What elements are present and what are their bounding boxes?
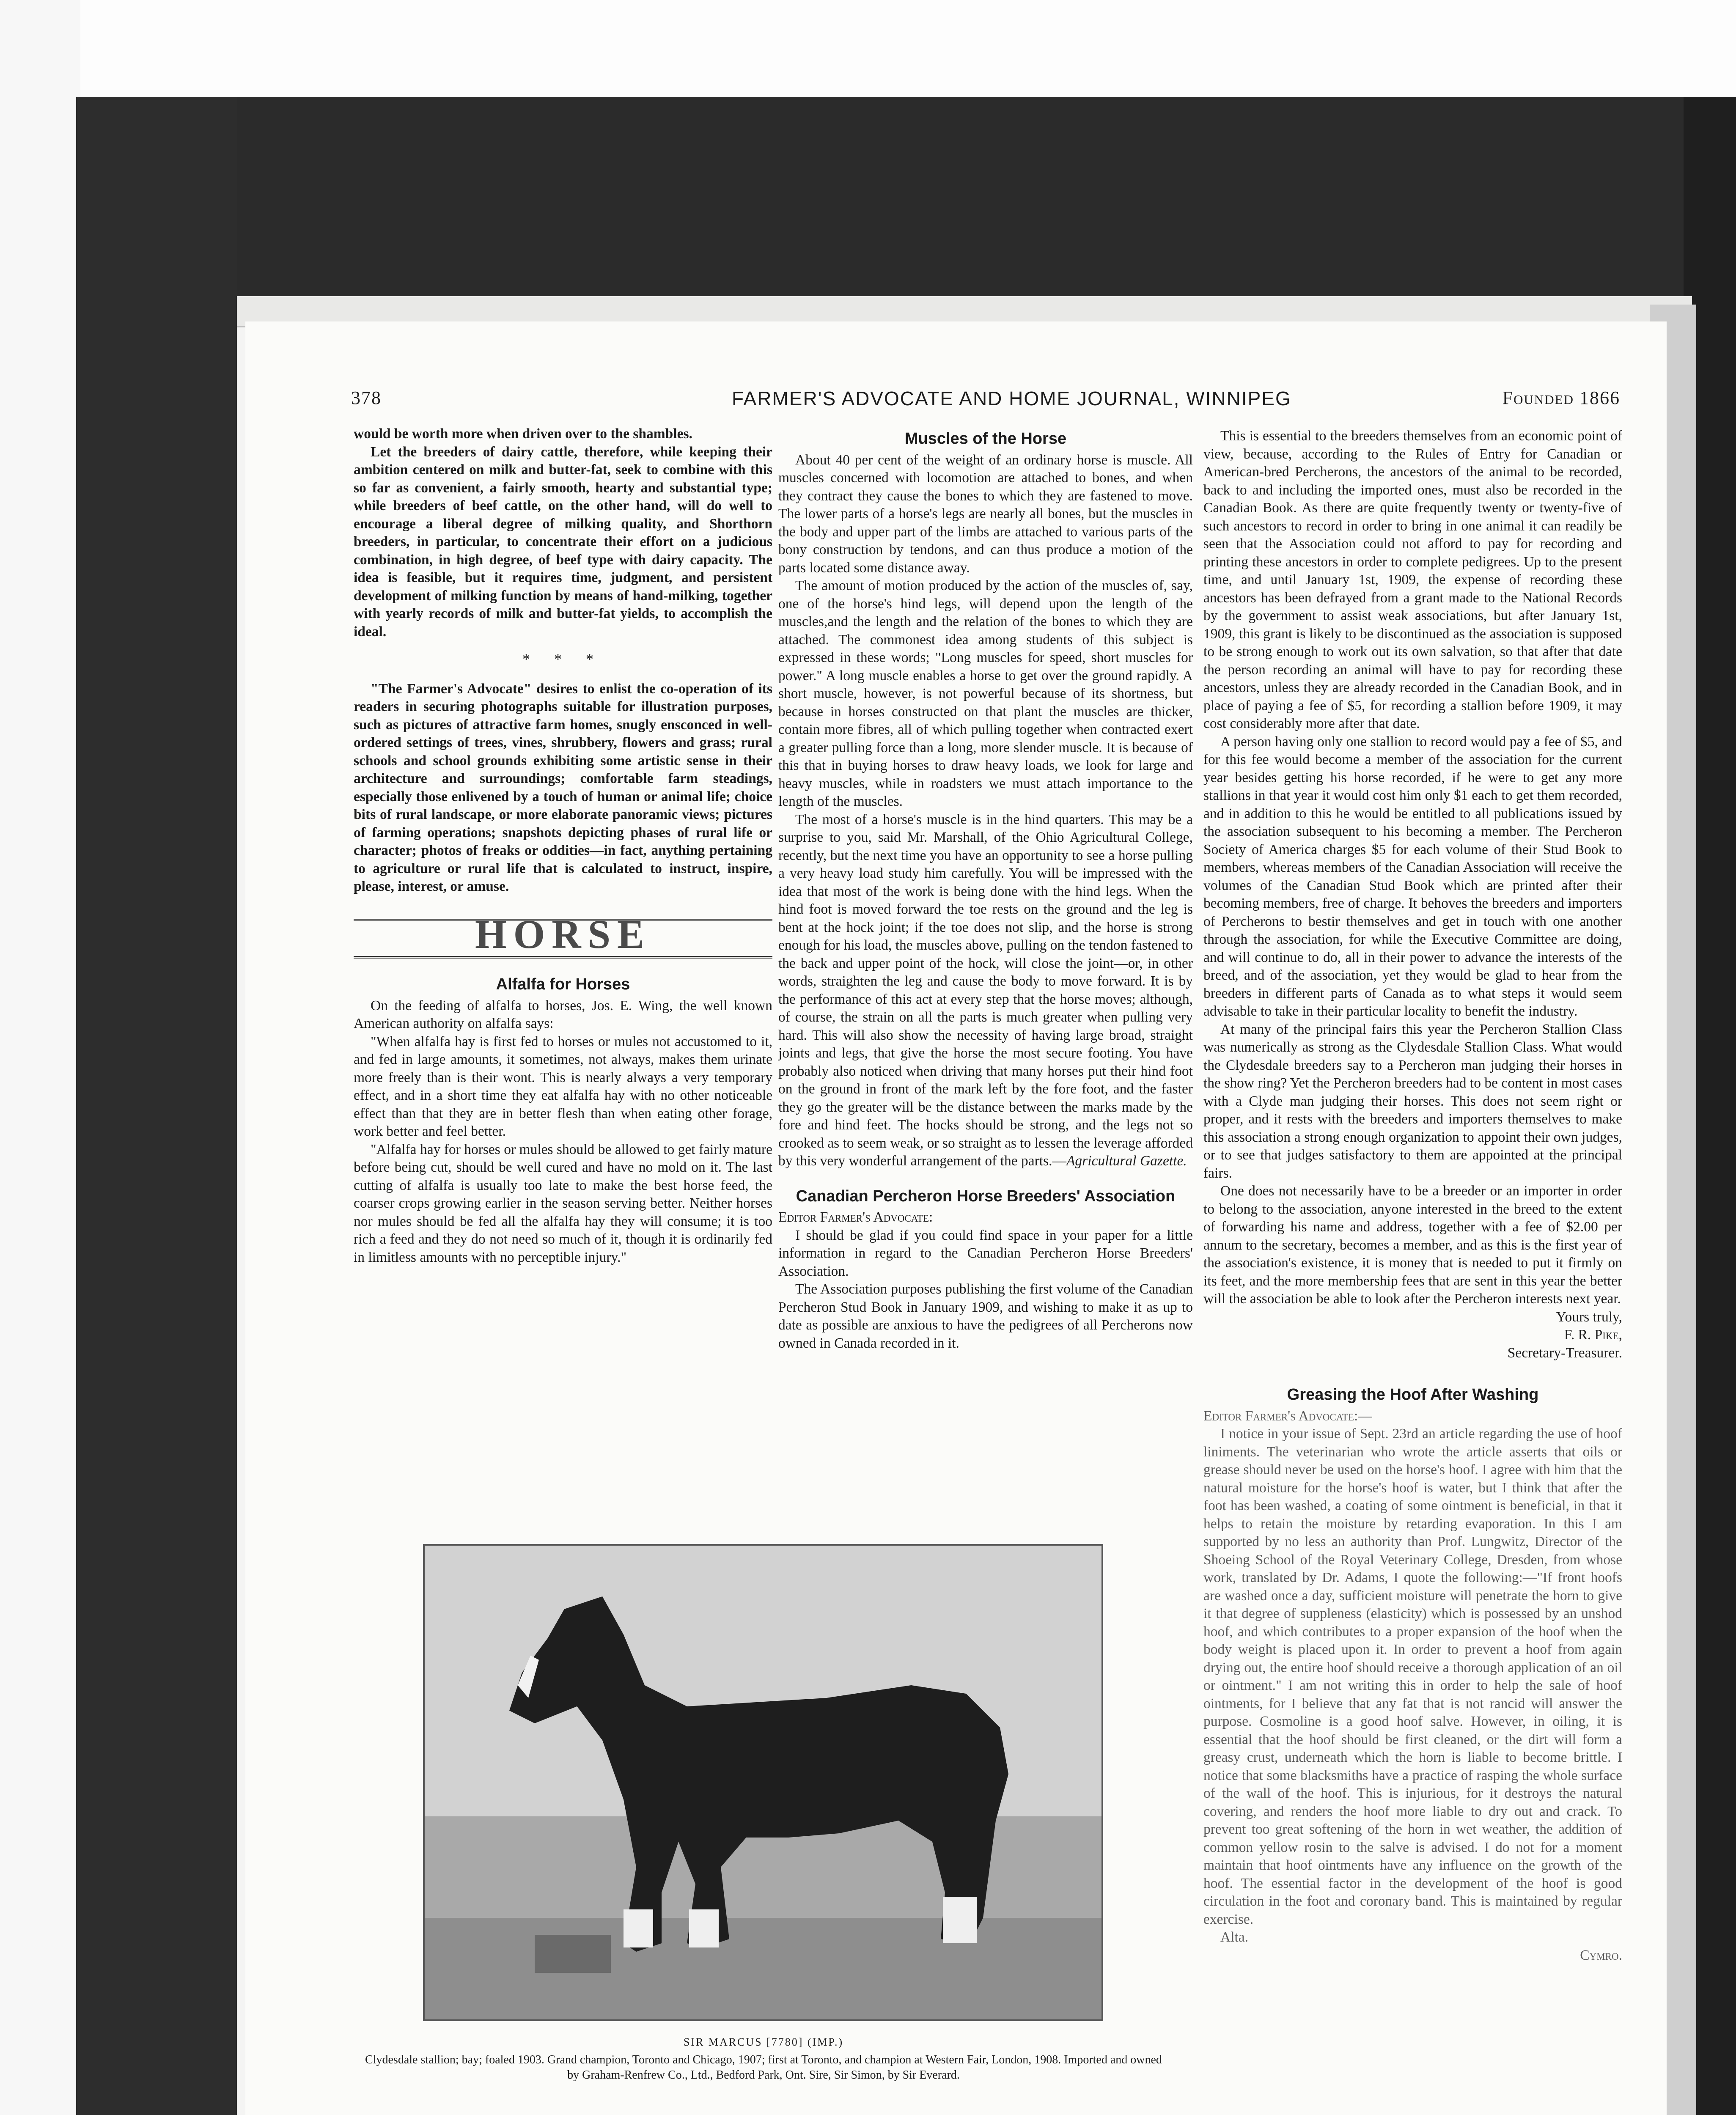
horse-illustration	[425, 1546, 1101, 2019]
editor-salutation: Editor Farmer's Advocate:	[778, 1209, 933, 1225]
film-top-margin	[0, 0, 1736, 97]
journal-title: FARMER'S ADVOCATE AND HOME JOURNAL, WINNIPEG	[732, 387, 1291, 409]
column-right	[1203, 427, 1622, 1964]
signer-name: F. R. Pike,	[1564, 1327, 1622, 1343]
letter-place: Alta.	[1220, 1929, 1249, 1945]
paragraph: The amount of motion produced by the action of the muscles of, say, one of the horse's hind legs, will depend upon the length of the muscles,and the length and the relation of the bones to which they are attached. The commonest idea among students of this subject is expressed in these words; "Long muscles for speed, short muscles for power." A long muscle enables a horse to get over the ground rapidly. A short muscle, however, is not powerful because of its shortness, but because in horses constructed on that plant the muscles are thicker, contain more fibres, all of which pulling together when contracted exert a greater pulling force than a long, more slender muscle. It is because of this that in buying horses to draw heavy loads, we look for large and heavy muscles, while in roadsters we must attach importance to the length of the muscles.	[778, 578, 1193, 809]
article-title: Canadian Percheron Horse Breeders' Association	[796, 1187, 1176, 1205]
paragraph: Let the breeders of dairy cattle, therefore, while keeping their ambition centered on milk and butter-fat, seek to combine with this so far as convenient, a fairly smooth, hearty and substantial type; while breeders of beef cattle, on the other hand, will do well to encourage a liberal degree of milking quality, and Shorthorn breeders, in particular, to concentrate their effort on a judicious combination, in high degree, of beef type with dairy capacity. The idea is feasible, but it requires time, judgment, and persistent development of milking function by means of hand-milking, together with yearly records of milk and butter-fat yields, to accomplish the ideal.	[354, 444, 772, 640]
photo-caption	[364, 2035, 1163, 2083]
article-title: Muscles of the Horse	[904, 430, 1067, 448]
faded-article	[1203, 1407, 1622, 1965]
page-number: 378	[351, 387, 382, 408]
editor-salutation: Editor Farmer's Advocate:—	[1203, 1408, 1372, 1424]
section-divider: * * *	[522, 651, 604, 667]
paragraph-text: The most of a horse's muscle is in the hind quarters. This may be a surprise to you, said Mr. Marshall, of the Ohio Agricultural College, recently, but the next time you have an opportunity to see a horse pulling a very heavy load study him carefully. You will be impressed with the idea that most of the work is being done with the hind legs. When the hind foot is moved forward the toe rests on the ground and the leg is bent at the hock joint; if the toe does not slip, and the horse is strong enough for his load, the muscles above, pulling on the tendon fastened to the back and upper point of the hock, will close the joint—or, in other words, straighten the leg and cause the body to move forward. It is by the performance of this act at every step that the horse moves; although, of course, the strain on all the parts is much greater when pulling very hard. This will also show the necessity of having large broad, straight joints and legs, that give the horse the most secure footing. You have probably also noticed when driving that many horses put their hind foot on the ground in front of the mark left by the fore foot, and the faster they go the greater will be the distance between the marks made by the fore and hind feet. The hocks should be strong, and the legs not so crooked as to seem weak, or so straight as to lessen the leverage afforded by this very wonderful arrangement of the parts.—	[778, 811, 1193, 1169]
paragraph	[778, 811, 1193, 1170]
article-title: Alfalfa for Horses	[496, 975, 630, 993]
horse-photo	[423, 1544, 1103, 2021]
article-source: Agricultural Gazette.	[1066, 1153, 1187, 1169]
paragraph: I notice in your issue of Sept. 23rd an article regarding the use of hoof liniments. The veterinarian who wrote the article asserts that oils or grease should never be used on the horse's hoof. I agree with him that the natural moisture for the horse's hoof is water, but I think that after the foot has been washed, a coating of some ointment is beneficial, in that it helps to retain the moisture by retarding evaporation. In this I am supported by no less an authority than Prof. Lungwitz, Director of the Shoeing School of the Royal Veterinary College, Dresden, from whose work, translated by Dr. Adams, I quote the following:—"If front hoofs are washed once a day, sufficient moisture will penetrate the horn to give it that degree of suppleness (elasticity) which is possessed by an unshod hoof, and which contributes to a proper expansion of the hoof when the body weight is placed upon it. In order to prevent a hoof from again drying out, the entire hoof should receive a thorough application of an oil or ointment." I am not writing this in order to help the sale of hoof ointments, for I believe that any fat that is not rancid will answer the purpose. Cosmoline is a good hoof salve. However, in oiling, it is essential that the hoof should be first cleaned, or the dirt will form a greasy crust, underneath which the horn is liable to become brittle. I notice that some blacksmiths have a practice of rasping the whole surface of the wall of the hoof. This is injurious, for it destroys the natural covering, and renders the hoof more liable to dry out and crack. To prevent too great softening of the horn in wet weather, the addition of common yellow rosin to the salve is advised. I do not for a moment maintain that hoof ointments have any influence on the growth of the hoof. The essential factor in the development of the hoof is good circulation in the foot and coronary band. This is maintained by regular exercise.	[1203, 1426, 1622, 1927]
photo-caption-name: SIR MARCUS [7780] (IMP.)	[683, 2036, 844, 2048]
paragraph: One does not necessarily have to be a breeder or an importer in order to belong to the association, anyone interested in the breed to the extent of forwarding his name and address, together with a fee of $2.00 per annum to the secretary, becomes a member, and as this is the first year of the association's existence, it is money that is needed to put it firmly on its feet, and the more membership fees that are sent in this year the better will the association be able to look after the Percheron interests next year.	[1203, 1183, 1622, 1307]
paragraph: This is essential to the breeders themselves from an economic point of view, because, according to the Rules of Entry for Canadian or American-bred Percherons, the ancestors of the animal to be recorded, back to and including the imported ones, must also be recorded in the Canadian Book. As there are quite frequently twenty or twenty-five of such ancestors to record in order to bring in one animal it can readily be seen that the Association could not afford to pay for recording and printing these ancestors in order to complete pedigrees. Up to the present time, and until January 1st, 1909, the expense of recording these ancestors has been defrayed from a grant made to the National Records by the government to assist weak associations, but after January 1st, 1909, this grant is likely to be discontinued as the association is supposed to be strong enough to work out its own salvation, so that after that date the person recording an animal will have to pay for recording these ancestors, unless they are already recorded in the Canadian Book, and in place of paying a fee of $5, for recording a stallion before 1909, it may cost considerably more after that date.	[1203, 428, 1622, 731]
paragraph: The Association purposes publishing the first volume of the Canadian Percheron Stud Book in January 1909, and wishing to make it as up to date as possible are anxious to have the pedigrees of all Percherons now owned in Canada recorded in it.	[778, 1281, 1193, 1351]
page-header	[351, 383, 1620, 417]
photo-caption-text: Clydesdale stallion; bay; foaled 1903. Grand champion, Toronto and Chicago, 1907; first at Toronto, and champion at Western Fair, London, 1908. Imported and owned by Graham-Renfrew Co., Ltd., Bedford Park, Ont. Sire, Sir Simon, by Sir Everard.	[365, 2053, 1162, 2082]
film-dark-band	[76, 97, 1684, 309]
paragraph: I should be glad if you could find space in your paper for a little information in regard to the Canadian Percheron Horse Breeders' Association.	[778, 1227, 1193, 1279]
film-dark-left	[76, 97, 237, 2115]
column-left	[354, 425, 772, 1266]
founded-line: Founded 1866	[1502, 387, 1620, 408]
section-banner	[354, 911, 772, 959]
paragraph: "The Farmer's Advocate" desires to enlist the co-operation of its readers in securing photographs suitable for illustration purposes, such as pictures of attractive farm homes, snugly ensconced in well-ordered settings of trees, vines, shrubbery, flowers and grass; rural schools and school grounds exhibiting some artistic sense in their architecture and surroundings; comfortable farm steadings, especially those enlivened by a touch of human or animal life; choice bits of rural landscape, or more elaborate panoramic views; pictures of farming operations; snapshots depicting phases of rural life or character; photos of freaks or oddities—in fact, anything pertaining to agriculture or rural life that is calculated to instruct, inspire, please, interest, or amuse.	[354, 681, 772, 894]
closing: Yours truly,	[1556, 1309, 1622, 1325]
paragraph: "Alfalfa hay for horses or mules should be allowed to get fairly mature before being cut, should be well cured and have no mold on it. The last cutting of alfalfa is usually too late to make the best horse feed, the coarser crops growing earlier in the season serving better. Neither horses nor mules should be fed all the alfalfa hay they will consume; it is too rich a feed and they do not need so much of it, though it is ordinarily fed in limitless amounts with no perceptible injury."	[354, 1141, 772, 1265]
section-banner-text: HORSE	[475, 911, 651, 957]
paragraph: On the feeding of alfalfa to horses, Jos. E. Wing, the well known American authority on alfalfa says:	[354, 997, 772, 1031]
signer-title: Secretary-Treasurer.	[1507, 1345, 1622, 1361]
column-middle	[778, 427, 1193, 1352]
film-left-margin	[0, 0, 80, 2115]
paragraph: A person having only one stallion to record would pay a fee of $5, and for this fee would become a member of the association for the current year besides getting his horse recorded, if he were to get any more stallions in that year it would cost him only $1 each to get them recorded, and in addition to this he would be entitled to all publications issued by the association subsequent to his becoming a member. The Percheron Society of America charges $5 for each volume of their Stud Book to members, whereas members of the Canadian Association will receive the volumes of the Canadian Stud Book which are printed after their becoming members, free of charge. It behoves the breeders and importers of Percherons to bestir themselves and get in touch with one another through the association, for while the Executive Committee are doing, and will continue to do, all in their power to advance the interests of the breed, and of the association, yet they would be glad to hear from the breeders in different parts of Canada as to what steps it would seem advisable to take in their particular locality to benefit the industry.	[1203, 733, 1622, 1019]
paragraph: About 40 per cent of the weight of an ordinary horse is muscle. All muscles concerned with locomotion are attached to bones, and when they contract they cause the bones to which they are fastened to move. The lower parts of a horse's legs are nearly all bones, but the muscles in the body and upper part of the limbs are attached to various parts of the bony construction by tendons, and can thus produce a motion of the parts located some distance away.	[778, 452, 1193, 576]
paragraph: "When alfalfa hay is first fed to horses or mules not accustomed to it, and fed in large amounts, it sometimes, not always, makes them urinate more freely than is their wont. This is nearly always a very temporary effect, and in a short time they eat alfalfa hay with no other noticeable effect than that they are in better flesh than when eating other forage, work better and feel better.	[354, 1033, 772, 1139]
paragraph: would be worth more when driven over to the shambles.	[354, 426, 692, 442]
paragraph: At many of the principal fairs this year the Percheron Stallion Class was numerically as strong as the Clydesdale Stallion Class. What would the Clydesdale breeders say to a Percheron man judging their horses in the show ring? Yet the Percheron breeders had to be content in most cases with a Clyde man judging their horses. This does not seem right or proper, and it rests with the breeders and importers themselves to make this association a strong enough organization to appoint their own judges, or to see that judges satisfactory to them are appointed at the principal fairs.	[1203, 1021, 1622, 1181]
signer-name: Cymro.	[1580, 1947, 1622, 1963]
article-title: Greasing the Hoof After Washing	[1287, 1386, 1539, 1404]
